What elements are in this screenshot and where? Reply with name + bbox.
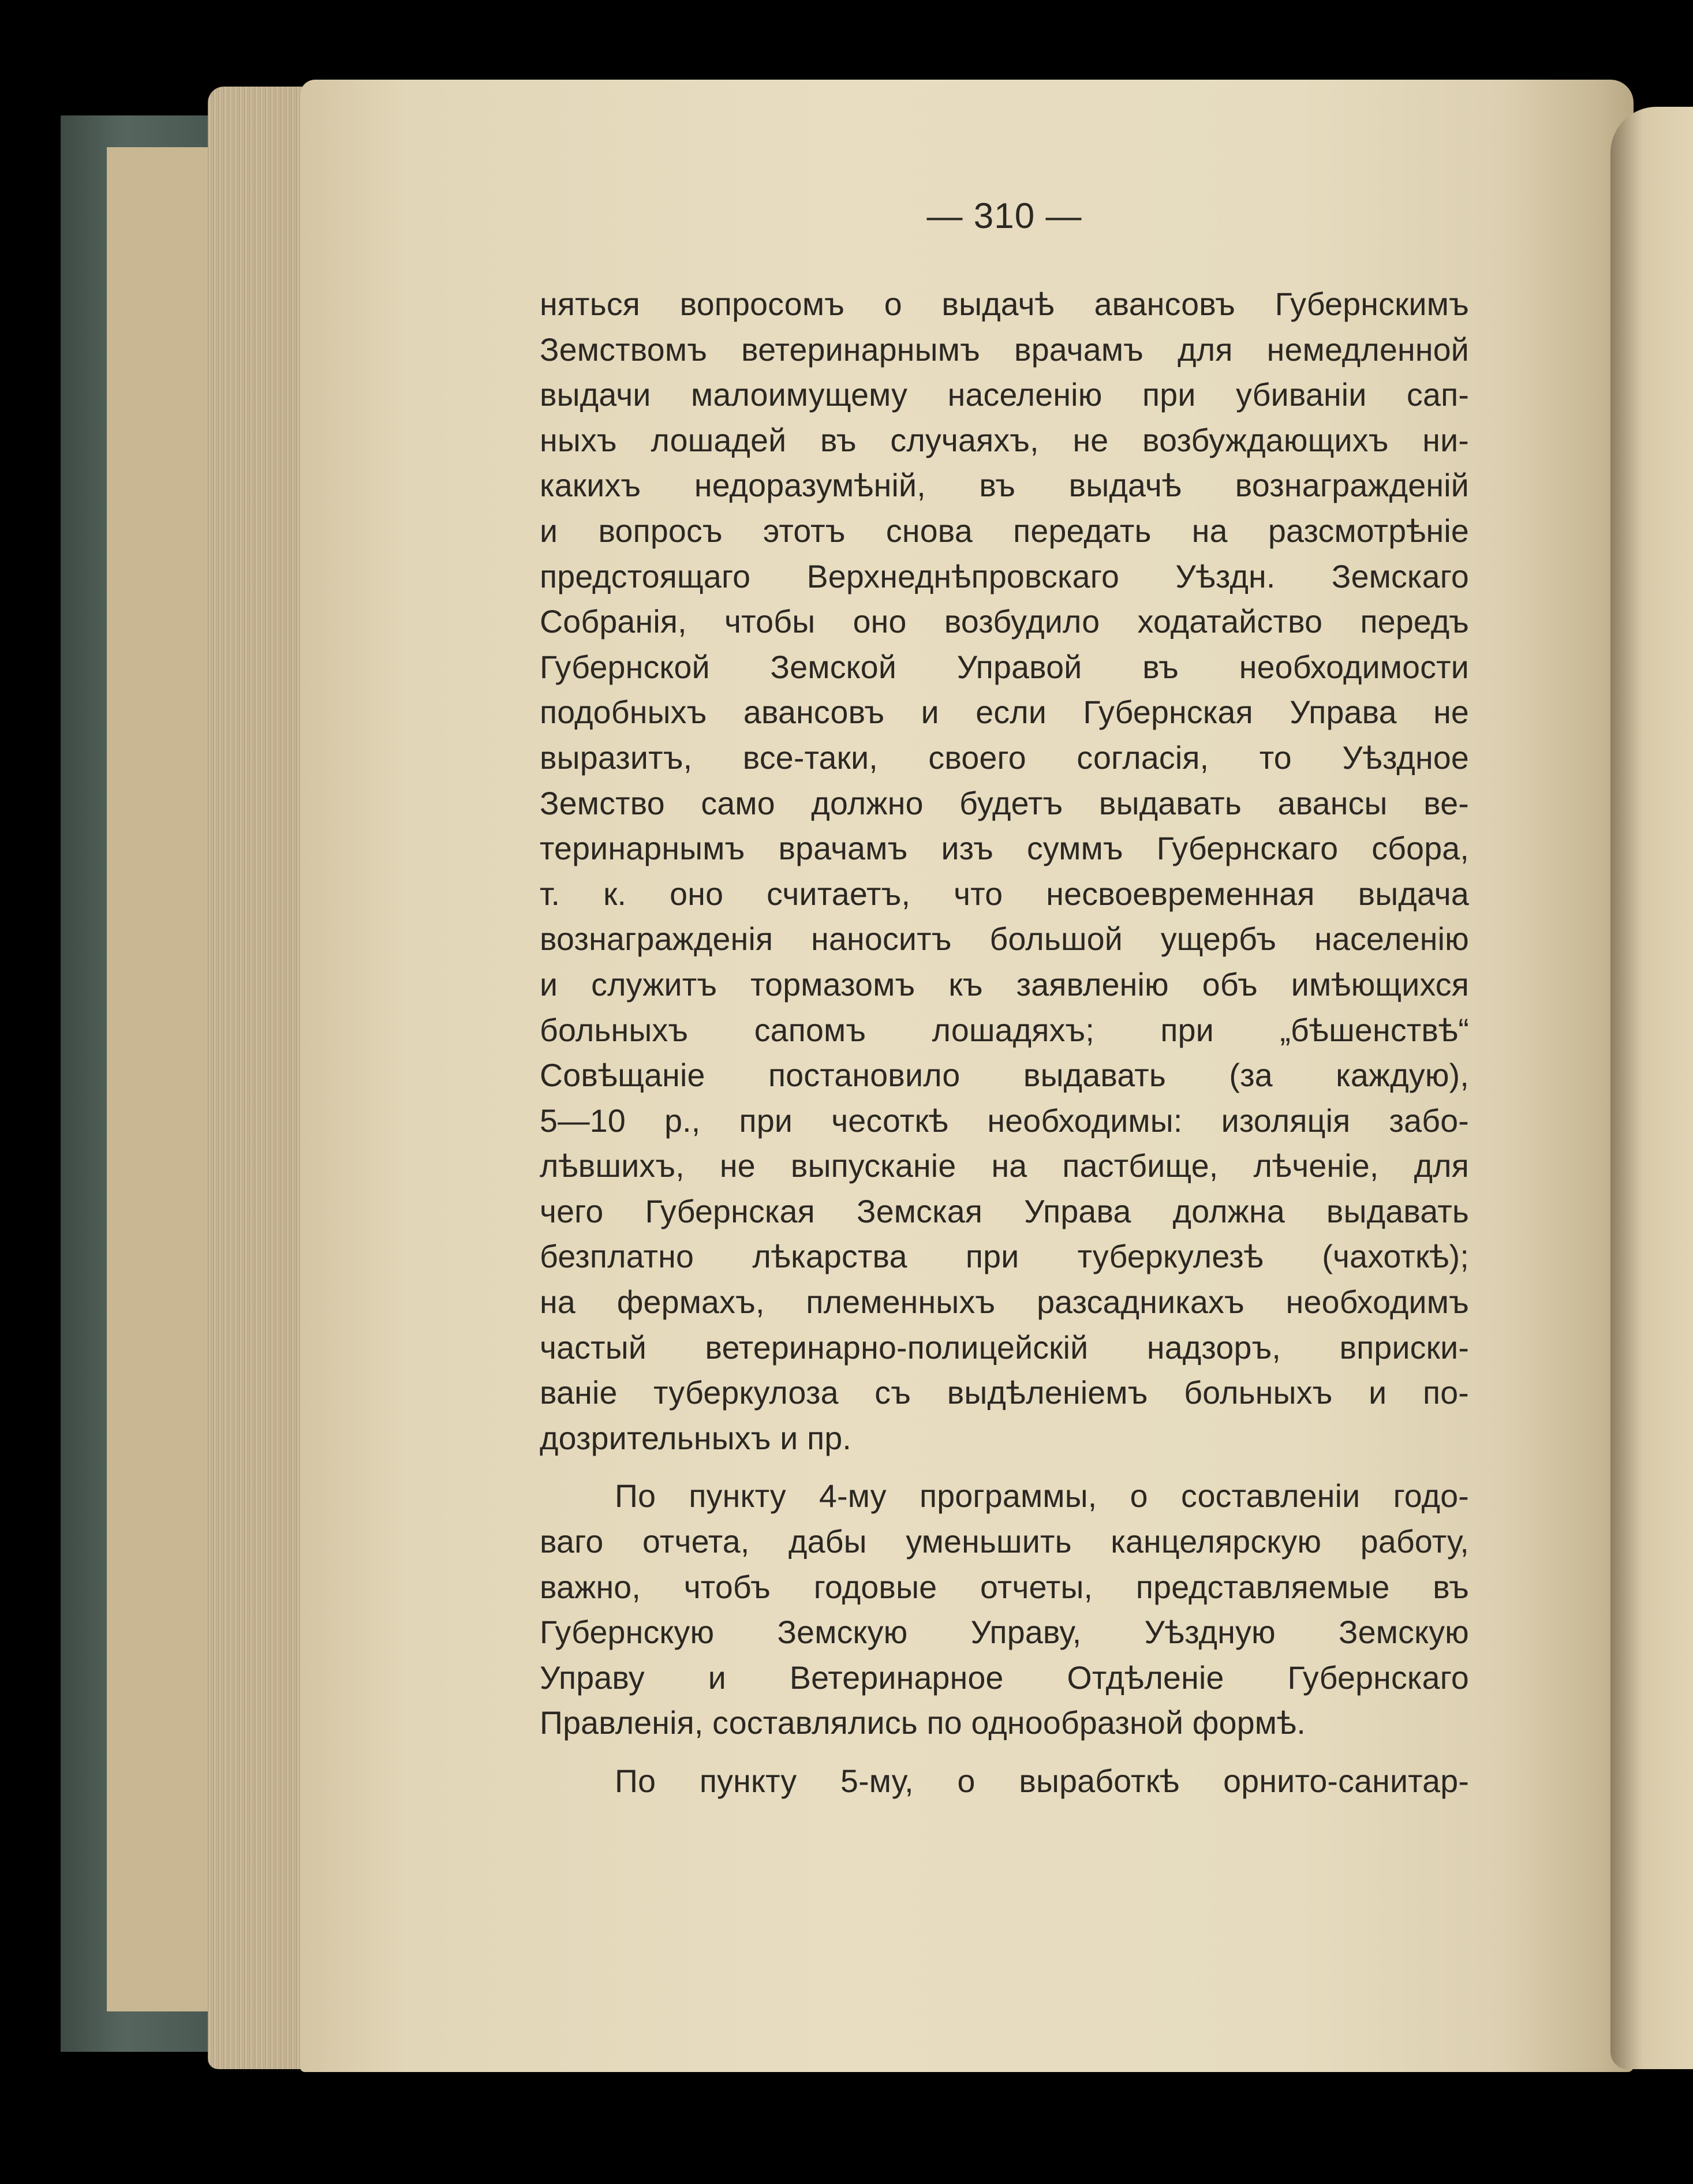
text-line: и вопросъ этотъ снова передать на разсмотрѣніе xyxy=(540,513,1469,549)
text-line: безплатно лѣкарства при туберкулезѣ (чахоткѣ); xyxy=(540,1239,1469,1275)
text-line: лѣвшихъ, не выпусканіе на пастбище, лѣченіе, для xyxy=(540,1148,1469,1184)
text-line: Совѣщаніе постановило выдавать (за каждую), xyxy=(540,1057,1469,1094)
text-line: больныхъ сапомъ лошадяхъ; при „бѣшенствѣ“ xyxy=(540,1012,1469,1048)
text-line: и служитъ тормазомъ къ заявленію объ имѣющихся xyxy=(540,966,1469,1003)
text-line: Управу и Ветеринарное Отдѣленіе Губернскаго xyxy=(540,1659,1469,1696)
text-line: подобныхъ авансовъ и если Губернская Управа не xyxy=(540,694,1469,731)
text-line: По пункту 4-му программы, о составленіи годо- xyxy=(615,1478,1469,1514)
text-line: Собранія, чтобы оно возбудило ходатайство передъ xyxy=(540,604,1469,640)
text-line: 5—10 р., при чесоткѣ необходимы: изоляція забо- xyxy=(540,1102,1469,1139)
text-line: Земство само должно будетъ выдавать авансы ве- xyxy=(540,785,1469,821)
text-line: выдачи малоимущему населенію при убиваніи сап- xyxy=(540,377,1469,413)
text-line: Губернскую Земскую Управу, Уѣздную Земскую xyxy=(540,1614,1469,1651)
text-line: Губернской Земской Управой въ необходимости xyxy=(540,649,1469,685)
text-line: чего Губернская Земская Управа должна выдавать xyxy=(540,1193,1469,1229)
paragraph-2 xyxy=(540,1474,1469,1746)
text-line: Правленія, составлялись по однообразной формѣ. xyxy=(540,1705,1306,1741)
paragraph-gap xyxy=(540,1461,1469,1474)
text-line: дозрительныхъ и пр. xyxy=(540,1420,852,1456)
text-line: на фермахъ, племенныхъ разсадникахъ необходимъ xyxy=(540,1284,1469,1321)
text-line: ваніе туберкулоза съ выдѣленіемъ больныхъ и по- xyxy=(540,1375,1469,1411)
text-line: предстоящаго Верхнеднѣпровскаго Уѣздн. Земскаго xyxy=(540,558,1469,594)
text-line: По пункту 5-му, о выработкѣ орнито-санитар- xyxy=(615,1763,1469,1799)
text-line: ваго отчета, дабы уменьшить канцелярскую работу, xyxy=(540,1524,1469,1560)
text-line: вознагражденія наноситъ большой ущербъ населенію xyxy=(540,921,1469,958)
text-line: т. к. оно считаетъ, что несвоевременная выдача xyxy=(540,876,1469,912)
paragraph-3 xyxy=(540,1759,1469,1804)
text-line: няться вопросомъ о выдачѣ авансовъ Губернскимъ xyxy=(540,286,1469,322)
text-line: Земствомъ ветеринарнымъ врачамъ для немедленной xyxy=(540,331,1469,368)
text-line: ныхъ лошадей въ случаяхъ, не возбуждающихъ ни- xyxy=(540,422,1469,458)
paragraph-1 xyxy=(540,282,1469,1461)
page-number: — 310 — xyxy=(926,196,1082,236)
text-line: какихъ недоразумѣній, въ выдачѣ вознагражденій xyxy=(540,468,1469,504)
text-line: важно, чтобъ годовые отчеты, представляемые въ xyxy=(540,1569,1469,1605)
text-line: выразитъ, все-таки, своего согласія, то Уѣздное xyxy=(540,739,1469,776)
text-line: частый ветеринарно-полицейскій надзоръ, вприски- xyxy=(540,1329,1469,1366)
paragraph-gap xyxy=(540,1746,1469,1759)
page-text xyxy=(540,196,1469,1804)
facing-page-edge xyxy=(1610,107,1693,2069)
text-line: теринарнымъ врачамъ изъ суммъ Губернскаго сбора, xyxy=(540,831,1469,867)
